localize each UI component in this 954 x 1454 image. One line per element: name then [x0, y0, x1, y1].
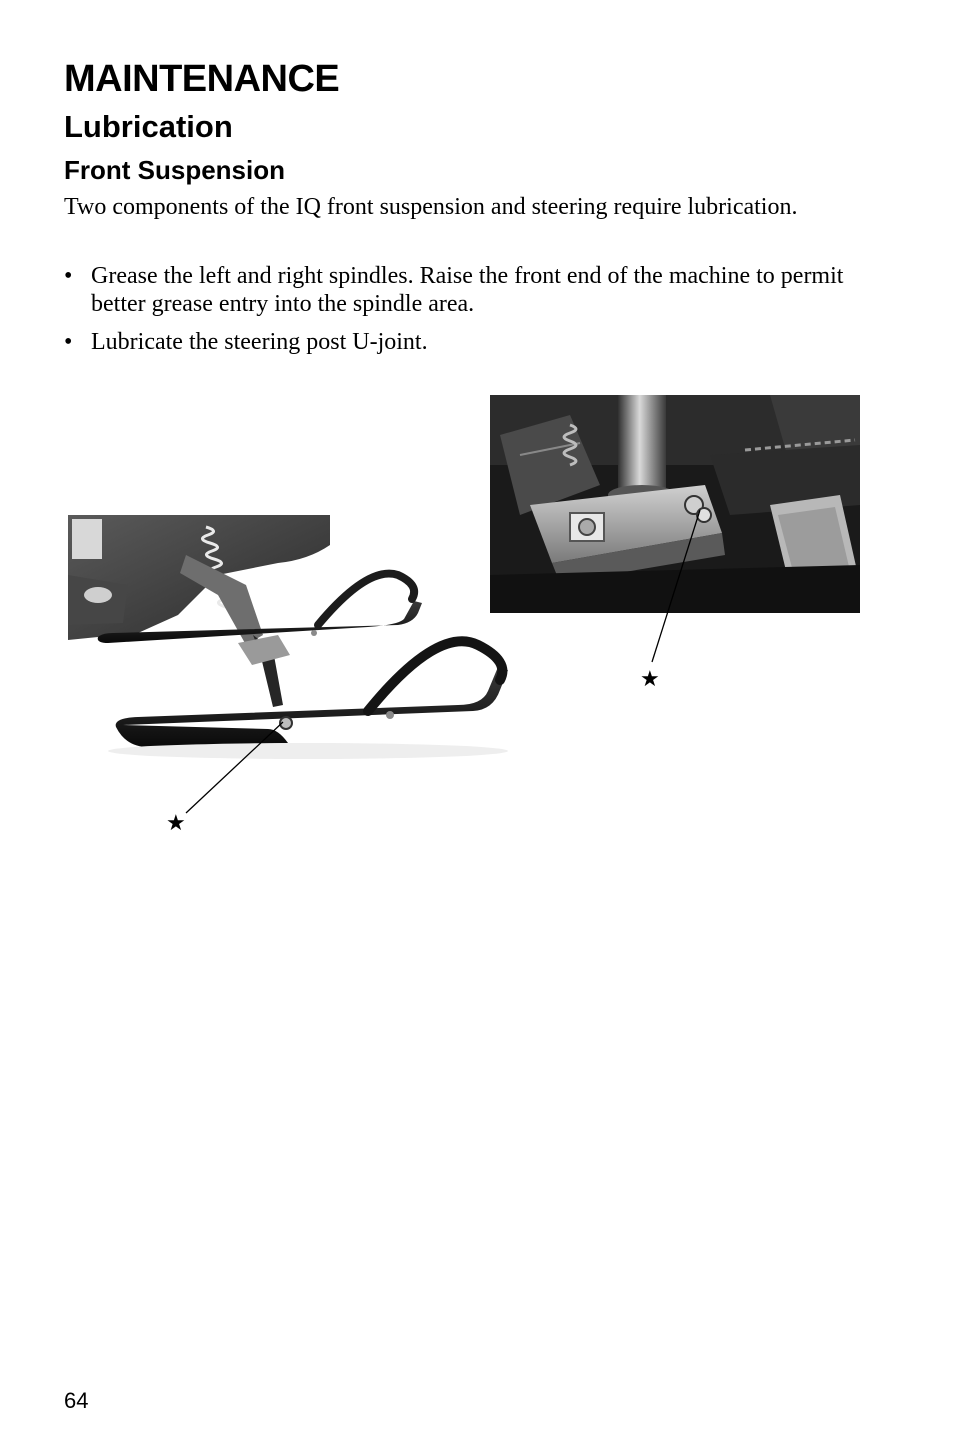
instruction-list [64, 262, 844, 366]
page-number: 64 [64, 1388, 89, 1413]
topic-title: Front Suspension [64, 155, 285, 185]
list-item [64, 262, 844, 318]
ski-spindle-photo [68, 515, 518, 765]
steering-ujoint-photo [490, 395, 860, 613]
list-item [64, 328, 844, 356]
list-item-text: Lubricate the steering post U-joint. [91, 329, 428, 355]
list-item-text: Grease the left and right spindles. Raise the front end of the machine to permit better grease entry into the spindle area. [91, 263, 844, 317]
bullet-marker: • [64, 263, 73, 289]
subsection-title: Lubrication [64, 109, 233, 144]
intro-paragraph: Two components of the IQ front suspension and steering require lubrication. [64, 194, 798, 220]
ujoint-callout-marker: ★ [640, 667, 660, 692]
section-title: MAINTENANCE [64, 58, 340, 100]
spindle-callout-marker: ★ [166, 811, 186, 836]
bullet-marker: • [64, 329, 73, 355]
